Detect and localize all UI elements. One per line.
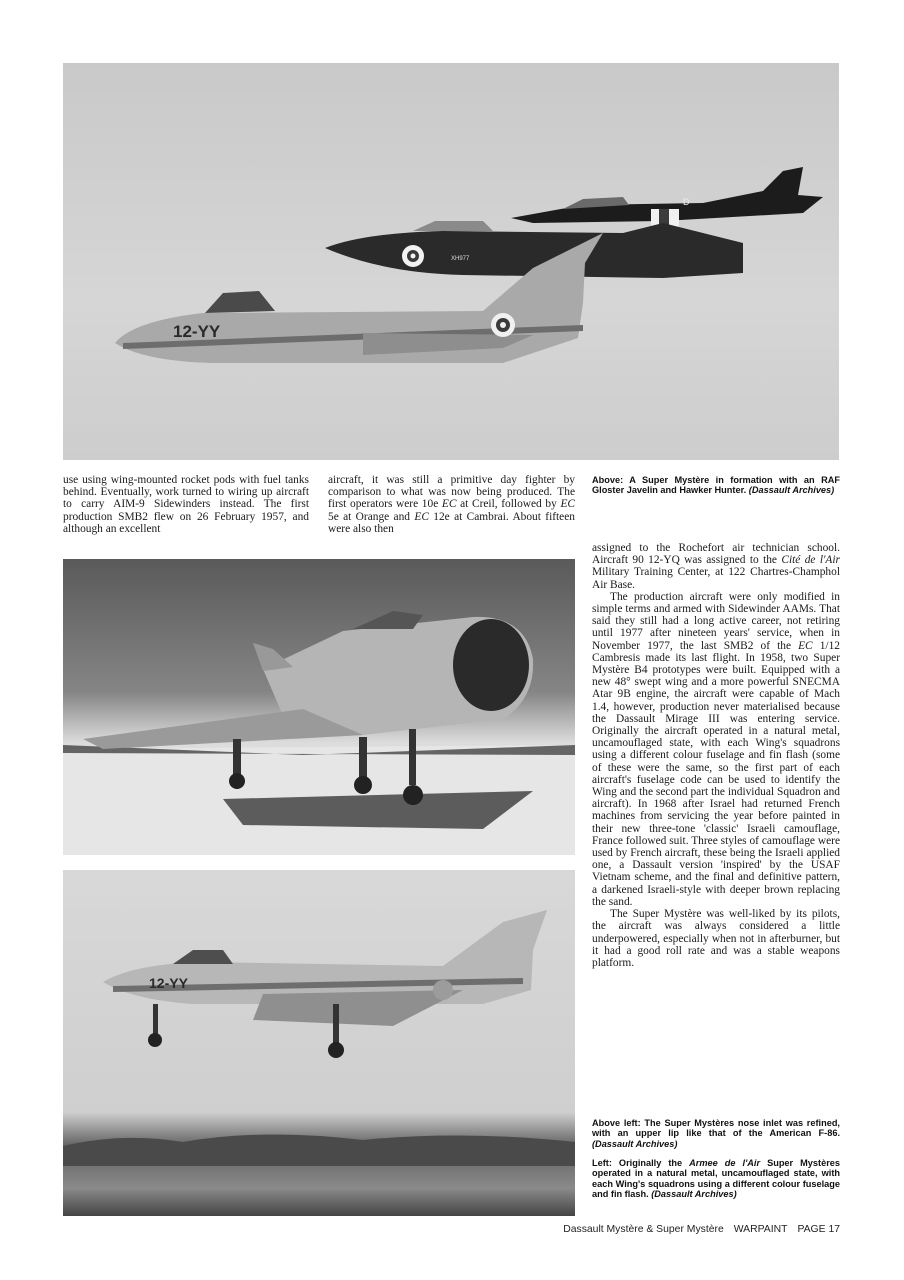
caption-credit: (Dassault Archives) [651,1189,737,1200]
photo-landing [63,870,575,1216]
footer-magazine: WARPAINT [733,1224,788,1235]
paragraph: The Super Mystère was well-liked by its pilots, the aircraft was always considered a little underpowered, especially when not in afterburner, but it had a good roll rate and was a stable weapons platform. [592,908,840,969]
paragraph: The production aircraft were only modified in simple terms and armed with Sidewinder AAMs. That said they still had a long active career, not retiring until 1977 after nineteen years' service, when in November 1977, the last SMB2 of the EC 1/12 Cambresis made its last flight. In 1958, two Super Mystère B4 prototypes were built. Equipped with a new 48° swept wing and a more powerful SNECMA Atar 9B engine, the aircraft were capable of Mach 1.4, however, production never materialised because the Dassault Mirage III was entering service. Originally the aircraft operated in a natural metal, uncamouflaged state, with each Wing's squadrons using a different colour fuselage and fin flash (some of these were the same, so the first part of each aircraft's fuselage code can be used to identify the Wing and the second part the individual Squadron and aircraft). In 1968 after Israel had returned French machines from servicing the year before painted in their new three-tone 'classic' Israeli camouflage, France followed suit. Three styles of camouflage were used by French aircraft, these being the Israeli applied one, a Dassault version 'inspired' by the USAF Vietnam scheme, and the final and definitive pattern, a darkened Israeli-style with deeper brown replacing the sand. [592,590,840,908]
landing-aircraft-code: 12-YY [149,975,188,991]
paragraph: use using wing-mounted rocket pods with fuel tanks behind. Eventually, work turned to wiring up aircraft to carry AIM-9 Sidewinders instead. The first production SMB2 flew on 26 February 1957, and although an excellent [63,474,309,535]
mystere-code: 12-YY [173,322,221,341]
caption-credit: (Dassault Archives) [748,485,835,496]
body-column-2 [328,474,575,535]
paragraph: assigned to the Rochefort air technician school. Aircraft 90 12-YQ was assigned to the Cité de l'Air Military Training Center, at 122 Chartres-Champhol Air Base. [592,542,840,591]
body-column-1 [63,474,309,535]
caption-formation: Above: A Super Mystère in formation with an RAF Gloster Javelin and Hawker Hunter. (Dassault Archives) [592,475,840,496]
caption-credit: (Dassault Archives) [592,1138,678,1149]
footer-title: Dassault Mystère & Super Mystère [563,1224,724,1235]
body-column-3 [592,542,840,969]
hunter-code: D [683,197,690,207]
photo-formation [63,63,839,460]
hawker-hunter-aircraft [511,167,823,227]
super-mystere-landing-aircraft [103,910,547,1058]
paragraph: aircraft, it was still a primitive day fighter by comparison to what was now being produced. The first operators were 10e EC at Creil, followed by EC 5e at Orange and EC 12e at Cambrai. About fifteen were also then [328,474,575,535]
caption-landing: Left: Originally the Armee de l'Air Super Mystères operated in a natural metal, uncamouflaged state, with each Wing's squadrons using a different colour fuselage and fin flash. (Dassault Archives) [592,1158,840,1200]
caption-nose-inlet: Above left: The Super Mystères nose inlet was refined, with an upper lip like that of the American F-86. (Dassault Archives) [592,1118,840,1149]
page-number: PAGE 17 [797,1224,840,1235]
javelin-serial: XH977 [451,256,470,262]
photo-nose-inlet [63,559,575,855]
page-footer [563,1224,840,1235]
